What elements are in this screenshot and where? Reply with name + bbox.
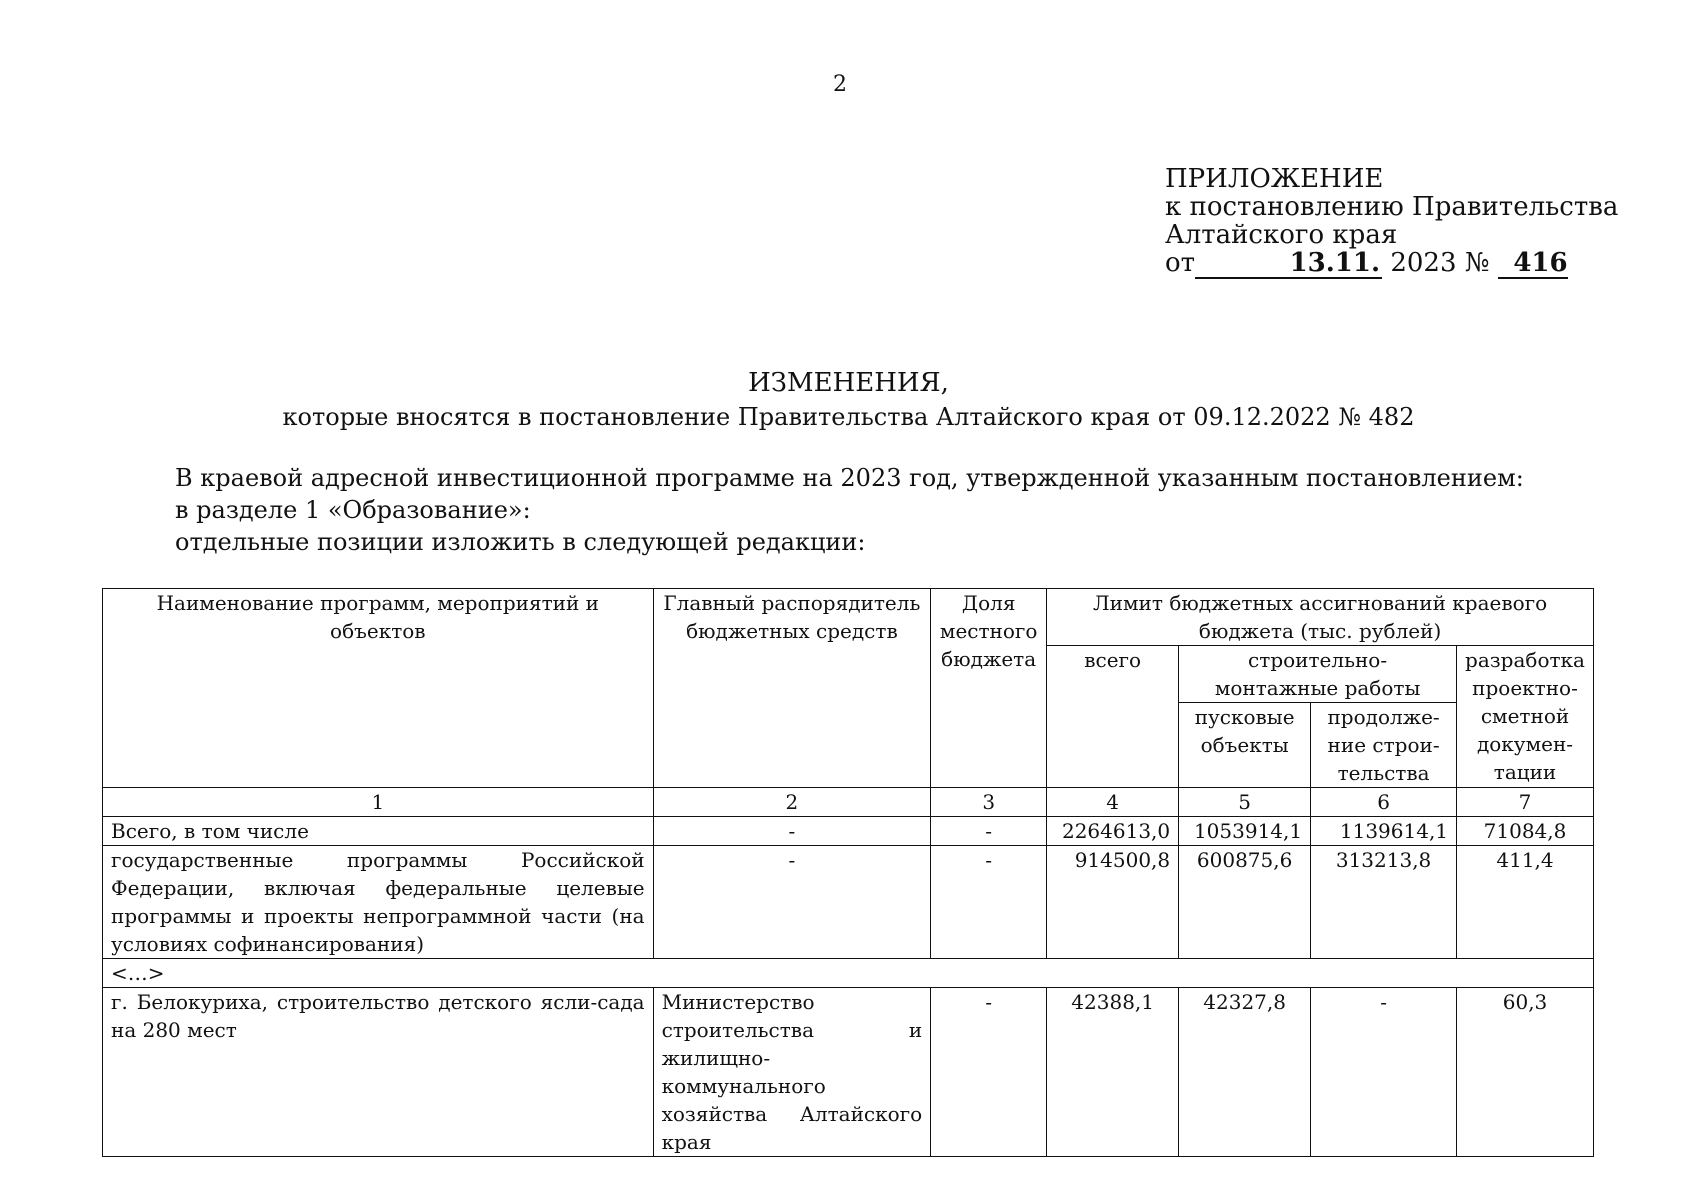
document-subtitle: которые вносятся в постановление Правительства Алтайского края от 09.12.2022 № 482 [282,403,1415,431]
row-launch: 600875,6 [1179,846,1311,959]
row-manager: - [653,817,931,846]
appendix-date-line [1165,249,1618,279]
header-design: разработка проектно-сметной докумен-тации [1457,646,1594,788]
intro-line-2: в разделе 1 «Образование»: [175,496,531,524]
appendix-title: ПРИЛОЖЕНИЕ [1165,164,1384,194]
appendix-line-2: Алтайского края [1165,220,1398,250]
table-row [103,988,1594,1157]
row-local-share: - [931,846,1047,959]
intro-text [175,462,1524,558]
page-number: 2 [833,72,847,97]
row-name: государственные программы Российской Федерации, включая федеральные целевые программы и проекты непрограммной части (на условиях софинансирования) [103,846,654,959]
row-total: 914500,8 [1047,846,1179,959]
ellipsis-row [103,959,1594,988]
row-launch: 1053914,1 [1179,817,1311,846]
header-name: Наименование программ, мероприятий и объектов [103,589,654,788]
row-local-share: - [931,988,1047,1157]
col-number: 3 [931,788,1047,817]
ellipsis-cell: <…> [103,959,1594,988]
col-number: 5 [1179,788,1311,817]
col-number: 4 [1047,788,1179,817]
row-continuing: 313213,8 [1311,846,1457,959]
table-row [103,846,1594,959]
col-number: 2 [653,788,931,817]
intro-line-1: В краевой адресной инвестиционной программе на 2023 год, утвержденной указанным постановлением: [175,464,1524,492]
header-construction: строительно-монтажные работы [1179,646,1457,703]
row-design: 71084,8 [1457,817,1594,846]
appendix-number-sign: № [1464,248,1490,278]
appendix-date: 13.11. [1195,249,1382,279]
row-manager: - [653,846,931,959]
header-total: всего [1047,646,1179,788]
header-row-1 [103,589,1594,646]
col-number: 6 [1311,788,1457,817]
row-continuing: - [1311,988,1457,1157]
header-local-share: Доля местного бюджета [931,589,1047,788]
header-manager: Главный распорядитель бюджетных средств [653,589,931,788]
row-launch: 42327,8 [1179,988,1311,1157]
col-number: 7 [1457,788,1594,817]
investment-table [102,588,1594,1157]
row-design: 60,3 [1457,988,1594,1157]
header-launch: пусковые объекты [1179,703,1311,788]
col-number: 1 [103,788,654,817]
row-total: 42388,1 [1047,988,1179,1157]
row-design: 411,4 [1457,846,1594,959]
row-total: 2264613,0 [1047,817,1179,846]
appendix-line-1: к постановлению Правительства [1165,192,1619,222]
row-name: г. Белокуриха, строительство детского ясли-сада на 280 мест [103,988,654,1157]
row-local-share: - [931,817,1047,846]
column-numbers-row [103,788,1594,817]
appendix-from-prefix: от [1165,248,1196,278]
header-continuing: продолже-ние строи-тельства [1311,703,1457,788]
row-continuing: 1139614,1 [1311,817,1457,846]
row-manager: Министерство строительства и жилищно-коммунального хозяйства Алтайского края [653,988,931,1157]
row-name: Всего, в том числе [103,817,654,846]
intro-line-3: отдельные позиции изложить в следующей редакции: [175,528,866,556]
appendix-number: 416 [1498,249,1568,279]
document-title: ИЗМЕНЕНИЯ, [748,368,949,398]
appendix-block [1165,165,1618,279]
header-limit: Лимит бюджетных ассигнований краевого бюджета (тыс. рублей) [1047,589,1594,646]
appendix-year: 2023 [1390,248,1457,278]
table-row [103,817,1594,846]
